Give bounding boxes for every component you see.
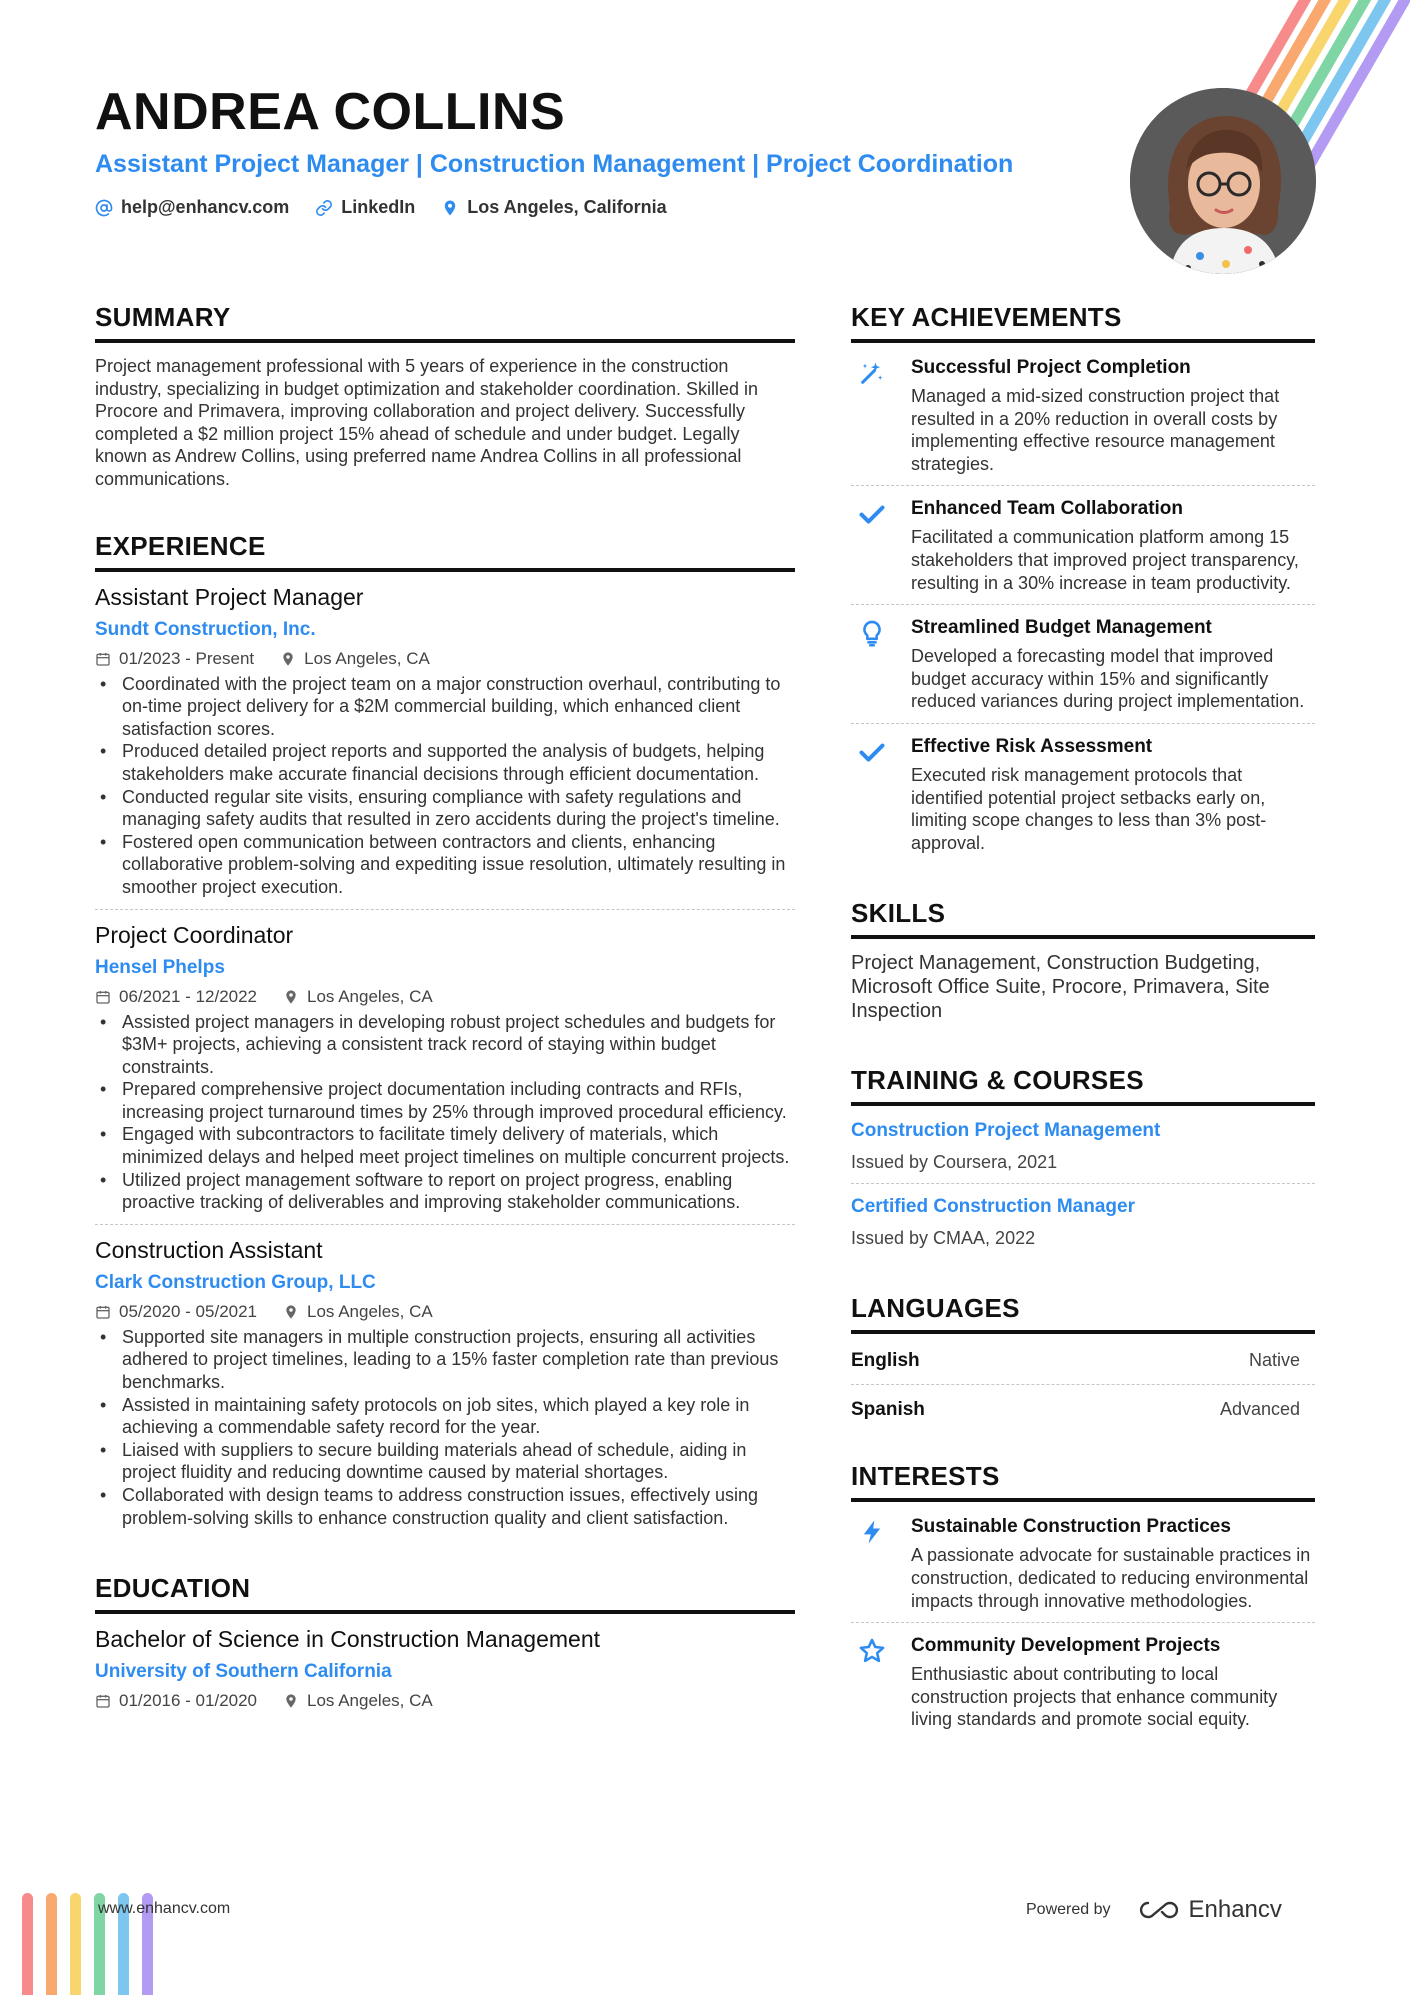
- languages-section: [851, 1293, 1315, 1433]
- job-entry: [95, 922, 795, 1225]
- achievement-item: [851, 605, 1315, 724]
- job-dates-text: 01/2023 - Present: [119, 648, 255, 668]
- achievement-item: [851, 345, 1315, 486]
- contact-location: [441, 197, 666, 218]
- education-meta: [95, 1691, 795, 1711]
- bullet-item: • Engaged with subcontractors to facilitate timely delivery of materials, which minimized delays and helped meet project timelines on multiple concurrent projects.: [95, 1123, 795, 1168]
- bullet-item: • Fostered open communication between contractors and clients, enhancing collaborative problem-solving and expediting issue resolution, ultimately resulting in smoother project execution.: [95, 831, 795, 899]
- calendar-icon: [95, 1693, 111, 1709]
- job-location: [280, 649, 430, 669]
- interest-item: [851, 1623, 1315, 1741]
- stripe: [46, 1893, 57, 1995]
- bullet-item: • Assisted in maintaining safety protocols on job sites, which played a key role in achieving a commendable safety record for the year.: [95, 1394, 795, 1439]
- contact-list: [95, 197, 1095, 218]
- education-location-text: Los Angeles, CA: [307, 1691, 433, 1711]
- enhancv-logo-icon: [1137, 1898, 1181, 1922]
- contact-email-text: help@enhancv.com: [121, 197, 290, 217]
- summary-heading: SUMMARY: [95, 302, 795, 343]
- achievement-desc: Executed risk management protocols that identified potential project setbacks early on, limiting scope changes to less than 3% post-approval.: [911, 764, 1267, 853]
- bullet-item: • Supported site managers in multiple construction projects, ensuring all activities adhered to project timelines, leading to a 15% faster completion rate than previous benchmarks.: [95, 1326, 795, 1394]
- achievement-title: Enhanced Team Collaboration: [911, 498, 1184, 520]
- training-heading: TRAINING & COURSES: [851, 1065, 1315, 1106]
- location-icon: [283, 1693, 299, 1709]
- job-dates: [95, 987, 257, 1007]
- bullet-item: • Conducted regular site visits, ensuring compliance with safety regulations and managing safety audits that resulted in zero accidents during the project's timeline.: [95, 786, 795, 831]
- job-dates: [95, 1302, 257, 1322]
- experience-section: [95, 531, 795, 1540]
- education-location: [283, 1691, 433, 1711]
- calendar-icon: [95, 1304, 111, 1320]
- bullet-item: • Utilized project management software to report on project progress, enabling proactive tracking of deliverables and improving stakeholder communications.: [95, 1169, 795, 1214]
- achievement-item: [851, 724, 1315, 864]
- education-dates-text: 01/2016 - 01/2020: [119, 1691, 258, 1711]
- location-icon: [280, 651, 296, 667]
- achievements-section: [851, 302, 1315, 864]
- job-company[interactable]: Sundt Construction, Inc.: [95, 618, 316, 640]
- job-company[interactable]: Clark Construction Group, LLC: [95, 1271, 376, 1293]
- job-entry: [95, 1237, 795, 1539]
- job-bullets: [95, 1326, 795, 1529]
- achievements-heading: KEY ACHIEVEMENTS: [851, 302, 1315, 343]
- job-location-text: Los Angeles, CA: [307, 1301, 433, 1321]
- job-location: [283, 987, 433, 1007]
- job-location-text: Los Angeles, CA: [307, 986, 433, 1006]
- location-icon: [283, 1304, 299, 1320]
- job-company[interactable]: Hensel Phelps: [95, 956, 225, 978]
- brand-name: Enhancv: [1188, 1896, 1282, 1923]
- bullet-item: • Prepared comprehensive project documentation including contracts and RFIs, increasing project turnaround times by 25% through improved procedural efficiency.: [95, 1078, 795, 1123]
- language-item: [851, 1346, 1315, 1385]
- interests-section: [851, 1461, 1315, 1741]
- resume-header: [95, 82, 1095, 218]
- lightbulb-icon: [858, 619, 886, 647]
- degree-title: Bachelor of Science in Construction Management: [95, 1626, 601, 1653]
- contact-linkedin-text: LinkedIn: [341, 197, 416, 217]
- job-entry: [95, 584, 795, 910]
- bullet-item: • Assisted project managers in developing robust project schedules and budgets for $3M+ projects, achieving a consistent track record of staying within budget constraints.: [95, 1011, 795, 1079]
- education-heading: EDUCATION: [95, 1573, 795, 1614]
- achievement-title: Effective Risk Assessment: [911, 735, 1153, 757]
- job-dates-text: 05/2020 - 05/2021: [119, 1301, 258, 1321]
- job-meta: [95, 1302, 795, 1322]
- job-location: [283, 1302, 433, 1322]
- language-name: English: [851, 1350, 920, 1372]
- contact-location-text: Los Angeles, California: [467, 197, 667, 217]
- course-title[interactable]: Construction Project Management: [851, 1120, 1161, 1142]
- portrait-image: [1130, 88, 1316, 274]
- job-bullets: [95, 1011, 795, 1214]
- achievement-desc: Managed a mid-sized construction project that resulted in a 20% reduction in overall costs by implementing effective resource management strategies.: [911, 386, 1280, 474]
- left-column: [95, 302, 795, 1751]
- interest-item: [851, 1504, 1315, 1623]
- experience-heading: EXPERIENCE: [95, 531, 795, 572]
- job-meta: [95, 987, 795, 1007]
- stripe: [22, 1893, 33, 1995]
- interest-title: Community Development Projects: [911, 1635, 1221, 1657]
- powered-by-label: Powered by: [1026, 1901, 1111, 1918]
- school-name[interactable]: University of Southern California: [95, 1661, 392, 1683]
- bullet-item: • Collaborated with design teams to address construction issues, effectively using problem-solving skills to enhance construction quality and client satisfaction.: [95, 1484, 795, 1529]
- course-title[interactable]: Certified Construction Manager: [851, 1196, 1135, 1218]
- achievement-title: Streamlined Budget Management: [911, 617, 1212, 639]
- interests-heading: INTERESTS: [851, 1461, 1315, 1502]
- job-location-text: Los Angeles, CA: [304, 648, 430, 668]
- contact-email[interactable]: [95, 197, 289, 218]
- checkmark-icon: [858, 500, 886, 528]
- link-icon: [315, 199, 333, 217]
- course-issuer: Issued by CMAA, 2022: [851, 1228, 1036, 1249]
- language-level: Advanced: [1219, 1399, 1300, 1420]
- achievement-desc: Developed a forecasting model that improved budget accuracy within 15% and significantly reduced variances during project implementation.: [911, 646, 1305, 712]
- summary-section: [95, 302, 795, 491]
- summary-text: Project management professional with 5 years of experience in the construction industry, specializing in budget optimization and stakeholder coordination. Skilled in Procore and Primavera, improving collaboration and project delivery. Successfully completed a $2 million project 15% ahead of schedule and under budget. Legally known as Andrew Collins, using preferred name Andrea Collins in all professional communications.: [95, 356, 759, 489]
- course-issuer: Issued by Coursera, 2021: [851, 1152, 1058, 1173]
- course-item: [851, 1194, 1315, 1259]
- interest-title: Sustainable Construction Practices: [911, 1516, 1231, 1538]
- magic-wand-icon: [858, 359, 886, 387]
- achievement-item: [851, 486, 1315, 605]
- languages-heading: LANGUAGES: [851, 1293, 1315, 1334]
- location-icon: [441, 199, 459, 217]
- candidate-title: Assistant Project Manager | Construction Management | Project Coordination: [95, 150, 1014, 178]
- location-icon: [283, 989, 299, 1005]
- job-title: Project Coordinator: [95, 921, 294, 948]
- right-column: [851, 302, 1315, 1781]
- language-item: [851, 1395, 1315, 1433]
- calendar-icon: [95, 989, 111, 1005]
- skills-text: Project Management, Construction Budgeting, Microsoft Office Suite, Procore, Primavera, Site Inspection: [851, 952, 1270, 1023]
- skills-section: [851, 898, 1315, 1023]
- calendar-icon: [95, 651, 111, 667]
- job-meta: [95, 649, 795, 669]
- language-name: Spanish: [851, 1399, 925, 1421]
- training-section: [851, 1065, 1315, 1259]
- brand-logo[interactable]: [1137, 1896, 1282, 1924]
- lightning-icon: [858, 1518, 886, 1546]
- stripe: [70, 1893, 81, 1995]
- job-dates-text: 06/2021 - 12/2022: [119, 986, 258, 1006]
- job-title: Construction Assistant: [95, 1236, 323, 1263]
- candidate-name: ANDREA COLLINS: [95, 83, 566, 141]
- bullet-item: • Coordinated with the project team on a major construction overhaul, contributing to on-time project delivery for a $2M commercial building, which enhanced client satisfaction scores.: [95, 673, 795, 741]
- checkmark-icon: [858, 738, 886, 766]
- bullet-item: • Liaised with suppliers to secure building materials ahead of schedule, aiding in project fluidity and reducing downtime caused by material shortages.: [95, 1439, 795, 1484]
- course-item: [851, 1118, 1315, 1184]
- contact-linkedin[interactable]: [315, 197, 415, 218]
- job-title: Assistant Project Manager: [95, 583, 364, 610]
- interest-desc: Enthusiastic about contributing to local construction projects that enhance community living standards and promote social equity.: [911, 1664, 1278, 1730]
- avatar: [1130, 88, 1316, 274]
- education-section: [95, 1573, 795, 1711]
- at-icon: [95, 199, 113, 217]
- achievement-title: Successful Project Completion: [911, 357, 1191, 378]
- skills-heading: SKILLS: [851, 898, 1315, 939]
- achievement-desc: Facilitated a communication platform among 15 stakeholders that improved project transparency, resulting in a 30% increase in team productivity.: [911, 527, 1299, 593]
- language-level: Native: [1248, 1350, 1300, 1371]
- bullet-item: • Produced detailed project reports and supported the analysis of budgets, helping stakeholders make accurate financial decisions through efficient documentation.: [95, 740, 795, 785]
- job-dates: [95, 649, 254, 669]
- footer-url[interactable]: www.enhancv.com: [98, 1900, 231, 1917]
- powered-by: [1026, 1896, 1282, 1924]
- interest-desc: A passionate advocate for sustainable practices in construction, dedicated to reducing environmental impacts through innovative methodologies.: [911, 1545, 1311, 1611]
- job-bullets: [95, 673, 795, 899]
- education-dates: [95, 1691, 257, 1711]
- star-icon: [858, 1637, 886, 1665]
